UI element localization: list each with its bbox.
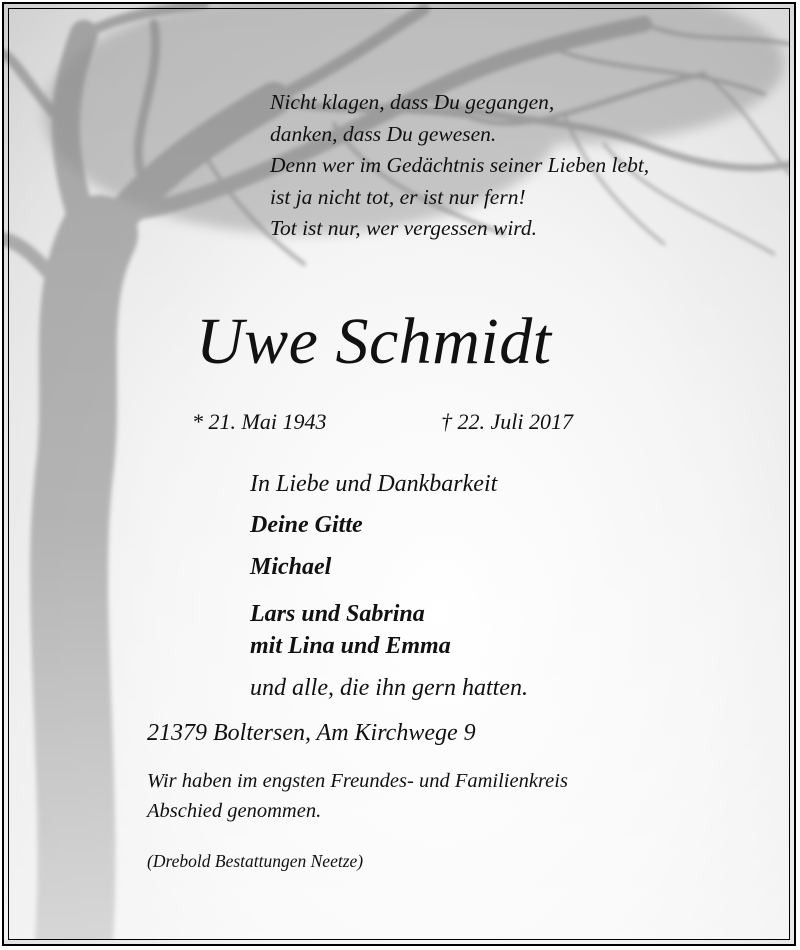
farewell-note bbox=[147, 766, 568, 826]
mourner-group bbox=[250, 598, 451, 662]
poem-line: Tot ist nur, wer vergessen wird. bbox=[270, 216, 537, 240]
farewell-note-line: Abschied genommen. bbox=[147, 800, 322, 822]
deceased-name: Uwe Schmidt bbox=[196, 305, 552, 378]
poem-line: danken, dass Du gewesen. bbox=[270, 121, 497, 146]
mourner-name: Lars und Sabrina bbox=[250, 601, 425, 627]
mourners-closing: und alle, die ihn gern hatten. bbox=[250, 675, 528, 701]
poem-line: Nicht klagen, dass Du gegangen, bbox=[270, 90, 555, 114]
undertaker-credit: (Drebold Bestattungen Neetze) bbox=[147, 851, 364, 871]
birth-date: * 21. Mai 1943 bbox=[192, 409, 327, 434]
memorial-poem bbox=[270, 87, 649, 245]
poem-line: Denn wer im Gedächtnis seiner Lieben lebt, bbox=[270, 153, 650, 177]
farewell-note-line: Wir haben im engsten Freundes- und Familienkreis bbox=[147, 770, 568, 792]
poem-line: ist ja nicht tot, er ist nur fern! bbox=[270, 184, 526, 209]
mourner-name: mit Lina und Emma bbox=[250, 633, 451, 659]
obituary-notice bbox=[2, 2, 796, 946]
mourner-name: Michael bbox=[250, 554, 332, 580]
death-date: † 22. Juli 2017 bbox=[441, 409, 573, 434]
address: 21379 Boltersen, Am Kirchwege 9 bbox=[147, 720, 476, 746]
mourner-name: Deine Gitte bbox=[250, 512, 363, 538]
mourners-intro: In Liebe und Dankbarkeit bbox=[250, 471, 498, 497]
